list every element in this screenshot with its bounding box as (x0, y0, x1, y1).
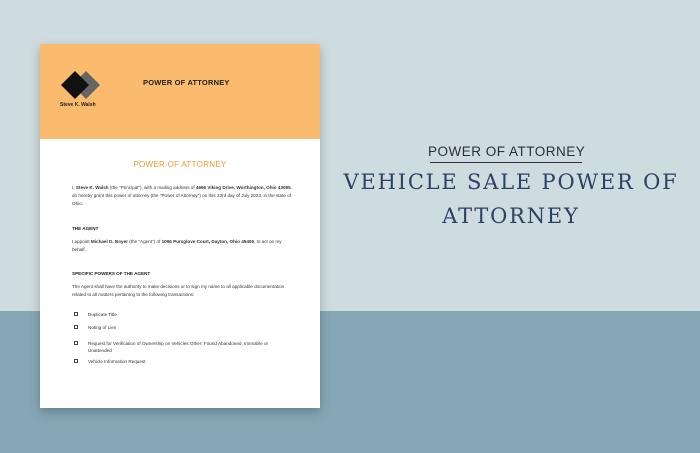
powers-heading: SPECIFIC POWERS OF THE AGENT (72, 271, 151, 276)
checkbox[interactable] (74, 312, 78, 316)
checklist-label: Noting of Lien (88, 325, 117, 330)
document-title: POWER OF ATTORNEY (133, 160, 227, 169)
checklist-label: Request for Verification of Ownership on Vehicles Other: Found Abandoned, Immobile or Unattended (88, 341, 269, 354)
diamond-logo-icon (60, 70, 104, 100)
principal-address: 4966 Viking Drive, Worthington, Ohio 43085 (195, 185, 291, 190)
header-title: POWER OF ATTORNEY (143, 78, 230, 87)
agent-paragraph: I appoint Michael D. Boyer (the "Agent") of 1096 Pursglove Court, Dayton, Ohio 45406, to act on my behalf. (72, 239, 282, 252)
document-preview (40, 44, 320, 408)
document-header (40, 44, 320, 139)
promo-divider (430, 162, 582, 163)
promo-title: VEHICLE SALE POWER OF ATTORNEY (343, 170, 679, 228)
checklist-label: Vehicle Information Request (88, 359, 146, 364)
checkbox[interactable] (74, 325, 78, 329)
powers-paragraph: The Agent shall have the authority to make decisions or to sign my name to all applicable documentation related to all matters pertaining to the following transactions: (72, 284, 285, 297)
agent-heading: THE AGENT (72, 226, 99, 231)
checkbox[interactable] (74, 341, 78, 345)
promo-subtitle: POWER OF ATTORNEY (428, 144, 586, 159)
checkbox[interactable] (74, 359, 78, 363)
checklist-label: Duplicate Title (88, 312, 117, 317)
header-name: Steve K. Walsh (60, 102, 96, 108)
intro-paragraph: I, Steve K. Walsh (the "Principal"), with a mailing address of 4966 Viking Drive, Worthington, Ohio 43085, do hereby grant this power of attorney (the "Power of Attorney") on this 23rd day of July 2023, in the state of Ohio. (72, 185, 292, 206)
agent-address: 1096 Pursglove Court, Dayton, Ohio 45406 (161, 239, 255, 244)
principal-name: Steve K. Walsh (75, 185, 109, 190)
agent-name: Michael D. Boyer (90, 239, 128, 244)
